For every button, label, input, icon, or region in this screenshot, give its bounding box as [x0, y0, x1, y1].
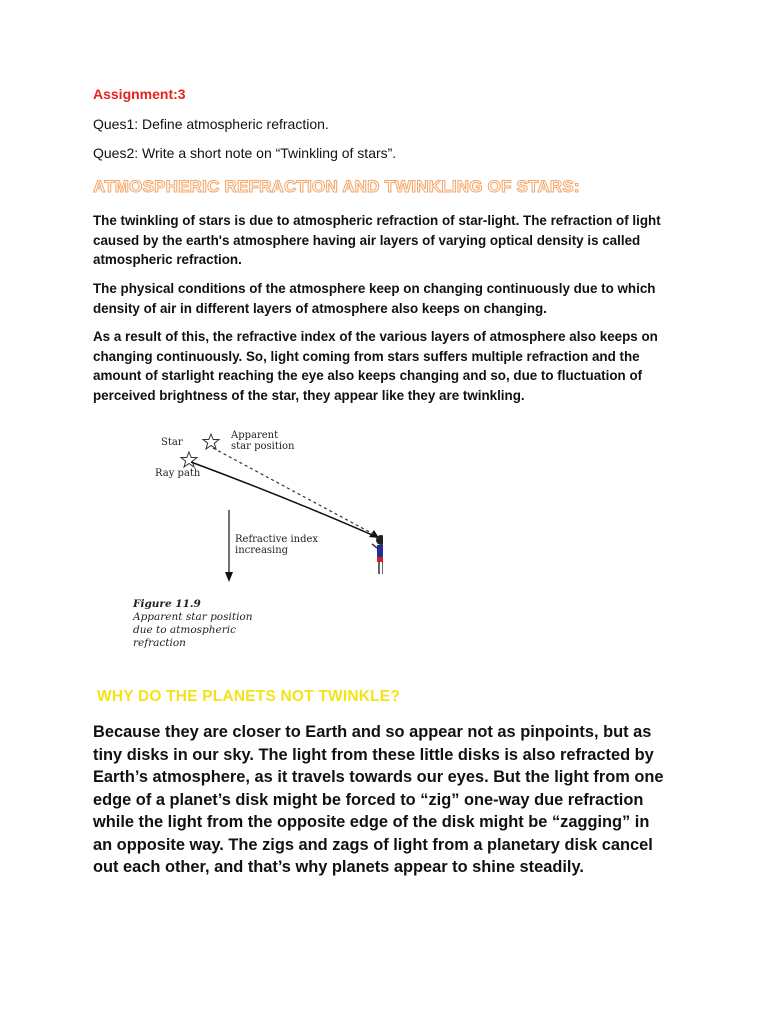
apparent-label-2: star position: [231, 441, 295, 452]
planets-answer: Because they are closer to Earth and so appear not as pinpoints, but as tiny disks in our sky. The light from these little disks is also refracted by Earth’s atmosphere, as it travels towards our eyes. But the light from one edge of a planet’s disk might be forced to “zig” one-way due refraction while the light from the opposite edge of the disk might be “zagging” in an opposite way. The zigs and zags of light from a planetary disk cancel out each other, and that’s why planets appear to shine steadily.: [93, 723, 664, 876]
figure-caption-line-1: Apparent star position: [133, 611, 253, 623]
paragraph-2: The physical conditions of the atmosphere keep on changing continuously due to which density of air in different layers of atmosphere also keeps on changing.: [93, 281, 656, 316]
ray-label: Ray path: [155, 468, 201, 479]
question-1: Ques1: Define atmospheric refraction.: [93, 116, 329, 132]
figure-caption-line-2: due to atmospheric: [133, 624, 237, 636]
ray-path: [191, 462, 379, 538]
refractive-label-1: Refractive index: [235, 534, 319, 545]
refractive-label-2: increasing: [235, 545, 289, 556]
refraction-figure: [123, 420, 383, 660]
observer-figure: [372, 535, 383, 574]
section-heading: ATMOSPHERIC REFRACTION AND TWINKLING OF STARS:: [93, 177, 580, 196]
figure-caption-line-3: refraction: [133, 637, 186, 649]
planets-subheading: WHY DO THE PLANETS NOT TWINKLE?: [97, 688, 400, 705]
assignment-label: Assignment:3: [93, 86, 186, 102]
paragraph-1: The twinkling of stars is due to atmospheric refraction of star-light. The refraction of light caused by the earth's atmosphere having air layers of varying optical density is called atmospheric refraction.: [93, 213, 661, 267]
question-2: Ques2: Write a short note on “Twinkling of stars”.: [93, 145, 397, 161]
paragraph-3: As a result of this, the refractive index of the various layers of atmosphere also keeps on changing continuously. So, light coming from stars suffers multiple refraction and the amount of starlight reaching the eye also keeps changing and so, due to fluctuation of perceived brightness of the star, they appear like they are twinkling.: [93, 329, 658, 403]
figure-caption-title: Figure 11.9: [133, 598, 201, 610]
star-label: Star: [161, 437, 183, 448]
apparent-label-1: Apparent: [231, 430, 279, 441]
apparent-line: [213, 448, 377, 536]
apparent-star-icon: [203, 434, 219, 449]
star-icon: [181, 452, 197, 467]
